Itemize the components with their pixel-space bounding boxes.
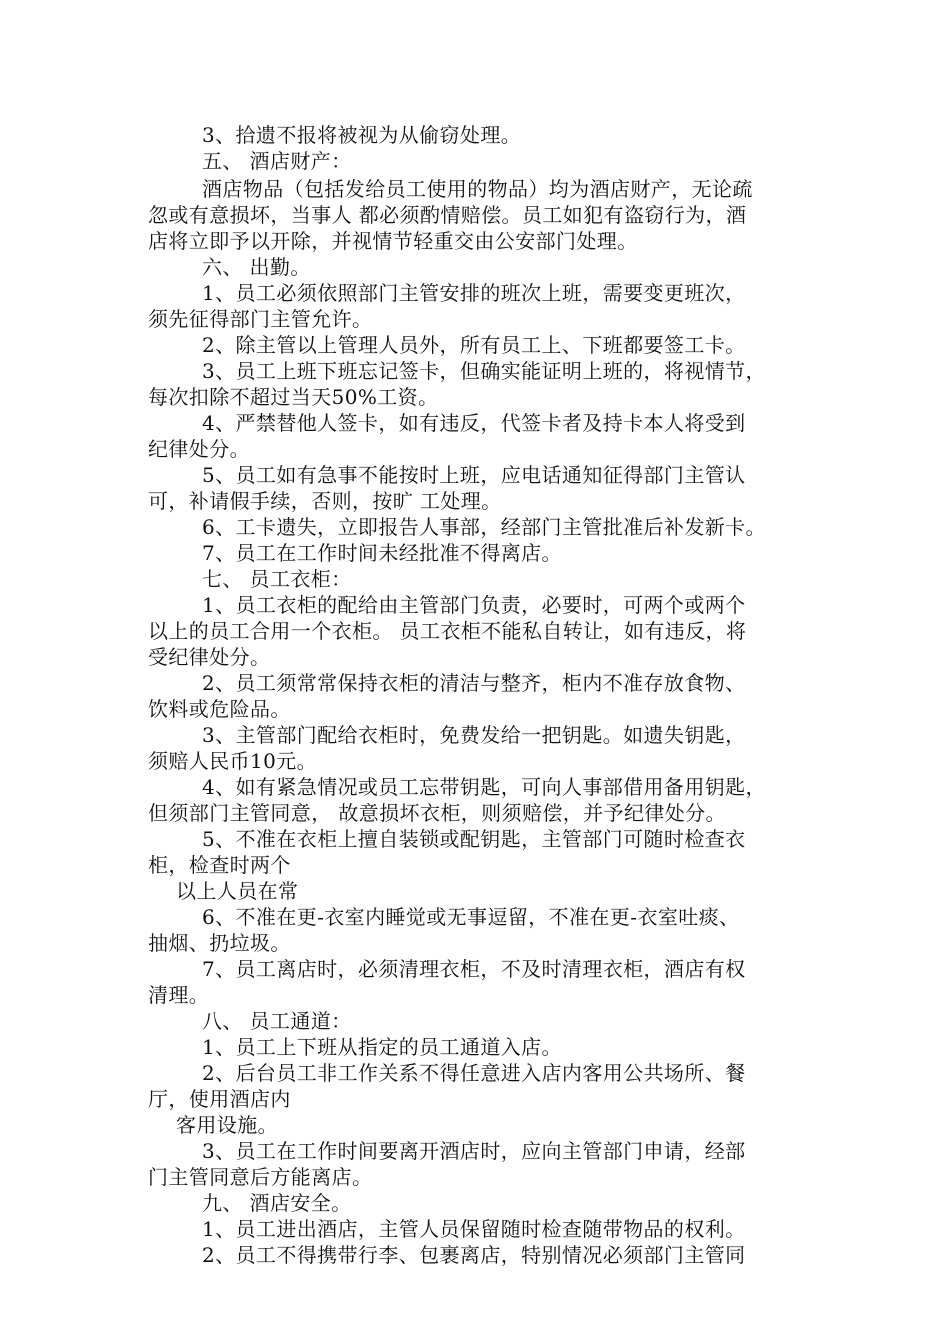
text-line: 但须部门主管同意， 故意损坏衣柜，则须赔偿，并予纪律处分。 (148, 801, 726, 825)
text-line: 7、员工离店时，必须清理衣柜，不及时清理衣柜，酒店有权 (202, 957, 746, 981)
text-line: 3、主管部门配给衣柜时，免费发给一把钥匙。如遗失钥匙， (202, 723, 746, 747)
section-heading: 九、 酒店安全。 (202, 1191, 352, 1215)
section-heading: 六、 出勤。 (202, 255, 311, 279)
text-line: 1、员工必须依照部门主管安排的班次上班，需要变更班次， (202, 281, 746, 305)
text-line: 纪律处分。 (148, 437, 250, 461)
text-line: 柜，检查时两个 (148, 853, 291, 877)
text-line: 2、员工须常常保持衣柜的清洁与整齐，柜内不准存放食物、 (202, 671, 746, 695)
text-line: 饮料或危险品。 (148, 697, 291, 721)
text-line: 酒店物品（包括发给员工使用的物品）均为酒店财产，无论疏 (202, 177, 753, 201)
text-line: 厅，使用酒店内 (148, 1087, 291, 1111)
text-line: 受纪律处分。 (148, 645, 271, 669)
section-heading: 七、 员工衣柜： (202, 567, 352, 591)
text-line: 4、严禁替他人签卡，如有违反，代签卡者及持卡本人将受到 (202, 411, 746, 435)
text-line: 清理。 (148, 983, 210, 1007)
text-line: 5、不准在衣柜上擅自装锁或配钥匙，主管部门可随时检查衣 (202, 827, 746, 851)
text-line: 以上的员工合用一个衣柜。 员工衣柜不能私自转让，如有违反，将 (148, 619, 747, 643)
text-line: 1、员工上下班从指定的员工通道入店。 (202, 1035, 562, 1059)
text-line: 5、员工如有急事不能按时上班，应电话通知征得部门主管认 (202, 463, 746, 487)
text-line: 6、不准在更-衣室内睡觉或无事逗留，不准在更-衣室吐痰、 (202, 905, 740, 929)
text-line: 可，补请假手续，否则，按旷 工处理。 (148, 489, 502, 513)
text-line: 3、员工上班下班忘记签卡，但确实能证明上班的，将视情节， (202, 359, 766, 383)
text-line: 4、如有紧急情况或员工忘带钥匙，可向人事部借用备用钥匙， (202, 775, 766, 799)
text-line: 须先征得部门主管允许。 (148, 307, 373, 331)
text-line: 门主管同意后方能离店。 (148, 1165, 373, 1189)
text-line: 3、拾遗不报将被视为从偷窃处理。 (202, 123, 522, 147)
text-line: 1、员工衣柜的配给由主管部门负责，必要时，可两个或两个 (202, 593, 746, 617)
text-line: 3、员工在工作时间要离开酒店时，应向主管部门申请，经部 (202, 1139, 746, 1163)
text-line: 须赔人民币10元。 (148, 749, 318, 773)
text-line: 店将立即予以开除，并视情节轻重交由公安部门处理。 (148, 229, 638, 253)
text-line: 2、员工不得携带行李、包裹离店，特别情况必须部门主管同 (202, 1243, 746, 1267)
section-heading: 五、 酒店财产： (202, 149, 352, 173)
text-line: 抽烟、扔垃圾。 (148, 931, 291, 955)
text-line: 7、员工在工作时间未经批准不得离店。 (202, 541, 562, 565)
text-line: 6、工卡遗失，立即报告人事部，经部门主管批准后补发新卡。 (202, 515, 766, 539)
text-line: 1、员工进出酒店，主管人员保留随时检查随带物品的权利。 (202, 1217, 746, 1241)
text-line: 2、除主管以上管理人员外，所有员工上、下班都要签工卡。 (202, 333, 746, 357)
text-line: 以上人员在常 (176, 879, 299, 903)
text-line: 每次扣除不超过当天50%工资。 (148, 385, 439, 409)
text-line: 2、后台员工非工作关系不得任意进入店内客用公共场所、餐 (202, 1061, 746, 1085)
text-line: 忽或有意损坏，当事人 都必须酌情赔偿。员工如犯有盗窃行为，酒 (148, 203, 747, 227)
section-heading: 八、 员工通道： (202, 1009, 352, 1033)
text-line: 客用设施。 (176, 1113, 278, 1137)
